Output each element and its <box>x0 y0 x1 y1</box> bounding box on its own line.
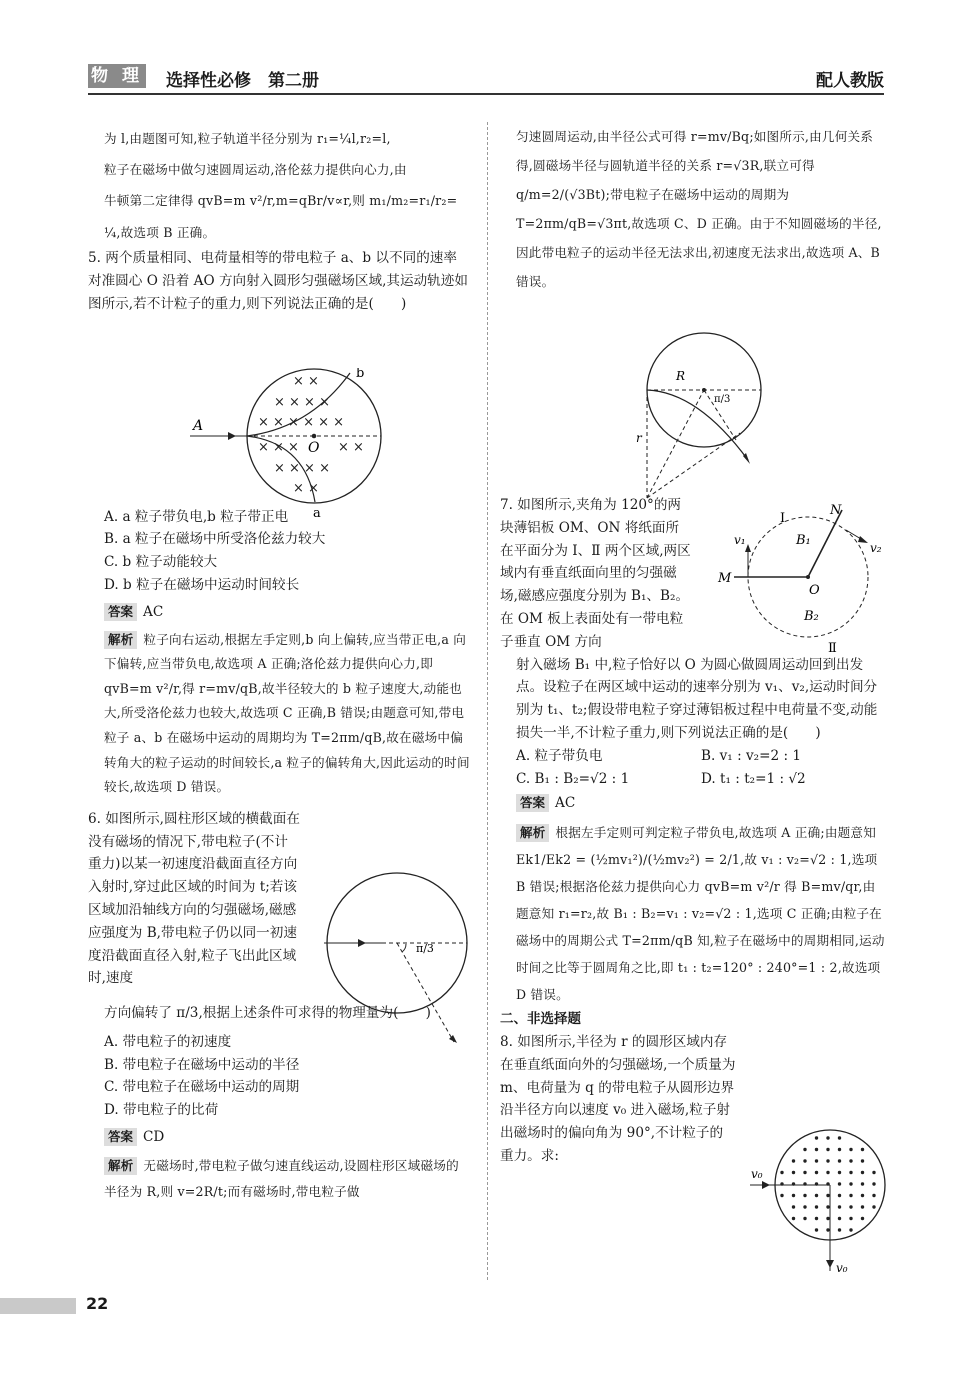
question-7-stem-cont: 射入磁场 B₁ 中,粒子恰好以 O 为圆心做圆周运动回到出发点。设粒子在两区域中运动的速率分别为 v₁、v₂,运动时间分别为 t₁、t₂;假设带电粒子穿过薄铝板过程中电荷量不变,动能损失一半,不计粒子重力,则下列说法正确的是( ) <box>516 656 878 741</box>
answer-value: AC <box>143 603 164 620</box>
label-v0-in: v₀ <box>751 1167 763 1181</box>
field-dot <box>849 1228 852 1231</box>
answer-value: AC <box>555 795 576 812</box>
figure-6-circle <box>322 866 472 1046</box>
angle-label: π/3 <box>714 394 731 405</box>
q7-option: B. v₁ : v₂=2 : 1 <box>701 747 802 764</box>
page-number: 22 <box>86 1294 109 1313</box>
text-line: 牛顿第二定律得 qvB=m v²/r,m=qBr/v∝r,则 m₁/m₂=r₁/r₂= <box>104 192 458 208</box>
q6-stem-wrap <box>88 808 300 990</box>
region-II: Ⅱ <box>828 641 837 656</box>
field-dot <box>861 1205 864 1208</box>
q5-option: B. a 粒子在磁场中所受洛伦兹力较大 <box>104 531 326 548</box>
field-dot <box>838 1171 841 1174</box>
footer-bar <box>0 1298 76 1314</box>
field-dot <box>849 1148 852 1151</box>
svg-text:× × × ×: × × × × <box>274 461 330 476</box>
analysis-tag: 解析 <box>516 824 549 842</box>
field-dot <box>826 1228 829 1231</box>
field-dot <box>792 1194 795 1197</box>
field-dot <box>815 1228 818 1231</box>
label-a: a <box>313 506 321 518</box>
field-dot <box>826 1217 829 1220</box>
q6-option: D. 带电粒子的比荷 <box>104 1102 219 1119</box>
column-divider <box>487 122 488 1280</box>
svg-text:× ×: × × <box>293 374 319 389</box>
analysis-tag: 解析 <box>104 631 137 649</box>
label-v2: v₂ <box>870 541 882 555</box>
book-title: 选择性必修 第二册 <box>166 71 319 91</box>
label-v0-out: v₀ <box>836 1261 848 1275</box>
field-dot <box>803 1217 806 1220</box>
field-dot <box>872 1194 875 1197</box>
field-dot <box>849 1194 852 1197</box>
field-dot <box>780 1171 783 1174</box>
field-dot <box>861 1182 864 1185</box>
question-6-stem: 6. 如图所示,圆柱形区域的横截面在没有磁场的情况下,带电粒子(不计重力)以某一初速度沿截面直径方向入射时,穿过此区域的时间为 t;若该区域加沿轴线方向的匀强磁场,磁感应强度为 B,带电粒子仍以同一初速度沿截面直径入射,粒子飞出此区域时,速度 <box>88 810 300 987</box>
question-6-stem-cont: 方向偏转了 π/3,根据上述条件可求得的物理量为( ) <box>104 1005 431 1022</box>
q7-stem-wrap <box>500 494 692 654</box>
analysis-text: 粒子向右运动,根据左手定则,b 向上偏转,应当带正电,a 向下偏转,应当带负电,故选项 A 正确;洛伦兹力提供向心力,即 qvB=m v²/r,得 r=mv/qB,故半径较大的 b 粒子速度大,动能也大,所受洛伦兹力也较大,故选项 C 正确,B 错误;由题意可知,带电粒子 a、b 在磁场中运动的周期均为 T=2πm/qB,故在磁场中偏转角大的粒子运动的时间较长,a 粒子的偏转角大,因此运动的时间较长,故选项 D 错误。 <box>104 631 470 795</box>
field-dot <box>861 1171 864 1174</box>
field-dot <box>861 1217 864 1220</box>
field-dot <box>849 1171 852 1174</box>
q6-analysis-cont: 匀速圆周运动,由半径公式可得 r=mv/Bq;如图所示,由几何关系得,圆磁场半径与圆轨道半径的关系 r=√3R,联立可得 q/m=2/(√3Bt);带电粒子在磁场中运动的周期为 T=2πm/qB=√3πt,故选项 C、D 正确。由于不知圆磁场的半径,因此带电粒子的运动半径无法求出,初速度无法求出,故选项 A、B 错误。 <box>516 129 882 289</box>
text-line: ¼,故选项 B 正确。 <box>104 225 216 241</box>
region-I: Ⅰ <box>780 511 786 526</box>
label-O: O <box>809 583 820 598</box>
angle-label: π/3 <box>416 942 434 955</box>
field-dot <box>826 1159 829 1162</box>
field-dot <box>838 1159 841 1162</box>
answer-value: CD <box>143 1129 165 1146</box>
field-dot <box>803 1171 806 1174</box>
label-r: r <box>636 431 642 445</box>
q7-options-row <box>516 768 846 791</box>
section-heading: 二、非选择题 <box>500 1011 581 1028</box>
field-dot <box>826 1136 829 1139</box>
field-dot <box>861 1194 864 1197</box>
field-dot <box>861 1148 864 1151</box>
text-line: 粒子在磁场中做匀速圆周运动,洛伦兹力提供向心力,由 <box>104 161 407 177</box>
svg-text:× × × ×: × × × × <box>274 395 330 410</box>
field-dot <box>849 1182 852 1185</box>
label-b: b <box>356 368 365 381</box>
field-dot <box>826 1205 829 1208</box>
answer-tag: 答案 <box>516 794 549 812</box>
field-dot <box>792 1217 795 1220</box>
q7-option: D. t₁ : t₂=1 : √2 <box>701 770 806 787</box>
field-dot <box>872 1205 875 1208</box>
field-dot <box>838 1194 841 1197</box>
question-5-stem: 5. 两个质量相同、电荷量相等的带电粒子 a、b 以不同的速率对准圆心 O 沿着 AO 方向射入圆形匀强磁场区域,其运动轨迹如图所示,若不计粒子的重力,则下列说法正确的是( ) <box>88 250 468 312</box>
field-dot <box>849 1205 852 1208</box>
field-dot <box>815 1217 818 1220</box>
analysis-tag: 解析 <box>104 1157 137 1175</box>
figure-7-plates <box>712 500 892 660</box>
label-v1: v₁ <box>734 533 746 547</box>
q7-option: A. 粒子带负电 <box>516 747 603 764</box>
field-dot <box>849 1217 852 1220</box>
q6-option: C. 带电粒子在磁场中运动的周期 <box>104 1079 300 1096</box>
answer-tag: 答案 <box>104 1128 137 1146</box>
field-dot <box>861 1159 864 1162</box>
field-dot <box>815 1171 818 1174</box>
question-7-stem: 7. 如图所示,夹角为 120°的两块薄铝板 OM、ON 将纸面所在平面分为 Ⅰ、Ⅱ 两个区域,两区域内有垂直纸面向里的匀强磁场,磁感应强度分别为 B₁、B₂。在 OM 板上表面处有一带电粒子垂直 OM 方向 <box>500 497 691 650</box>
label-N: N <box>830 503 842 518</box>
edition-label: 配人教版 <box>816 71 884 91</box>
field-dot <box>815 1194 818 1197</box>
q5-option: C. b 粒子动能较大 <box>104 554 218 571</box>
label-O: O <box>308 440 320 456</box>
q7-options-row <box>516 745 846 768</box>
field-dot <box>826 1148 829 1151</box>
field-dot <box>803 1205 806 1208</box>
analysis-text: 无磁场时,带电粒子做匀速直线运动,设圆柱形区域磁场的半径为 R,则 v=2R/t;而有磁场时,带电粒子做 <box>104 1157 459 1199</box>
q7-option: C. B₁ : B₂=√2 : 1 <box>516 770 630 787</box>
field-dot <box>838 1205 841 1208</box>
q7-analysis <box>516 819 886 1008</box>
svg-text:× ×: × × <box>338 440 364 455</box>
analysis-text: 根据左手定则可判定粒子带负电,故选项 A 正确;由题意知 Ek1/Ek2 = (½mv₁²)/(½mv₂²) = 2/1,故 v₁ : v₂=√2 : 1,选项 B 错误;根据洛伦兹力提供向心力 qvB=m v²/r 得 B=mv/qr,由题意知 r₁=r₂,故 B₁ : B₂=v₁ : v₂=√2 : 1,选项 C 正确;由粒子在磁场中的周期公式 T=2πm/qB 知,粒子在磁场中的周期相同,运动时间之比等于圆周角之比,即 t₁ : t₂=120° : 240°=1 : 2,故选项 D 错误。 <box>516 825 885 1003</box>
field-dot <box>838 1217 841 1220</box>
svg-text:× × × × × ×: × × × × × × <box>258 415 345 430</box>
field-dot <box>849 1159 852 1162</box>
q5-analysis <box>104 628 470 800</box>
field-dot <box>815 1159 818 1162</box>
field-dot <box>792 1171 795 1174</box>
field-dot <box>872 1182 875 1185</box>
subject-badge: 物 理 <box>88 64 146 88</box>
answer-tag: 答案 <box>104 603 137 621</box>
page-header <box>88 62 884 92</box>
question-8-stem: 8. 如图所示,半径为 r 的圆形区域内存在垂直纸面向外的匀强磁场,一个质量为 m、电荷量为 q 的带电粒子从圆形边界沿半径方向以速度 v₀ 进入磁场,粒子射出磁场时的偏向角为 90°,不计粒子的重力。求: <box>500 1033 736 1164</box>
field-dot <box>838 1148 841 1151</box>
field-dot <box>780 1194 783 1197</box>
svg-text:× ×: × × <box>293 481 319 496</box>
text-line: 为 l,由题图可知,粒子轨道半径分别为 r₁=¼l,r₂=l, <box>104 131 391 146</box>
label-M: M <box>718 571 732 586</box>
q5-option: A. a 粒子带负电,b 粒子带正电 <box>104 508 289 525</box>
q6-option: B. 带电粒子在磁场中运动的半径 <box>104 1056 300 1073</box>
field-dot <box>815 1148 818 1151</box>
q8-stem-wrap <box>500 1031 736 1168</box>
svg-text:× × ×: × × × <box>258 440 299 455</box>
field-dot <box>803 1194 806 1197</box>
q7-answer <box>516 792 886 815</box>
label-A: A <box>193 418 204 434</box>
field-dot <box>826 1194 829 1197</box>
label-B2: B₂ <box>804 609 819 624</box>
field-dot <box>838 1136 841 1139</box>
figure-8-dot-field <box>748 1128 888 1276</box>
field-dot <box>838 1182 841 1185</box>
figure-5-circle-field <box>190 368 390 518</box>
header-rule <box>88 93 884 95</box>
label-B1: B₁ <box>796 533 811 548</box>
figure-r-circle-geometry <box>628 330 778 500</box>
q6-option: A. 带电粒子的初速度 <box>104 1033 232 1050</box>
q6-answer <box>104 1126 470 1149</box>
q5-answer <box>104 601 470 624</box>
field-dot <box>838 1228 841 1231</box>
label-R: R <box>676 369 686 383</box>
field-dot <box>826 1171 829 1174</box>
field-dot <box>803 1159 806 1162</box>
q6-analysis <box>104 1153 470 1205</box>
field-dot <box>872 1171 875 1174</box>
field-dot <box>803 1148 806 1151</box>
field-dot <box>815 1205 818 1208</box>
field-dot <box>792 1159 795 1162</box>
q5-option: D. b 粒子在磁场中运动时间较长 <box>104 576 300 593</box>
field-dot <box>792 1205 795 1208</box>
field-dot <box>815 1136 818 1139</box>
